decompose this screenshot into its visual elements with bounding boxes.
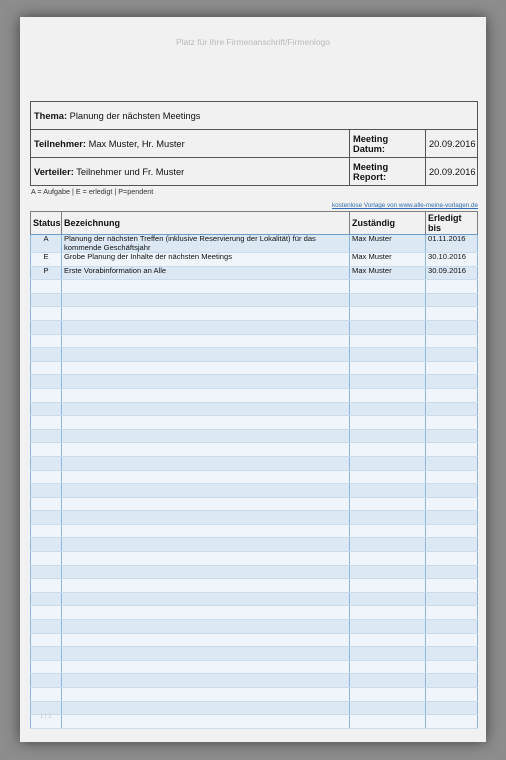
bezeichnung-cell <box>62 470 350 484</box>
erledigt-bis-cell <box>426 592 478 606</box>
zustaendig-cell <box>350 660 426 674</box>
erledigt-bis-cell <box>426 388 478 402</box>
empty-table-row <box>31 402 478 416</box>
erledigt-bis-cell <box>426 307 478 321</box>
empty-table-row <box>31 647 478 661</box>
column-header-status: Status <box>31 212 62 235</box>
erledigt-bis-cell <box>426 497 478 511</box>
status-cell <box>31 497 62 511</box>
zustaendig-cell <box>350 293 426 307</box>
zustaendig-cell: Max Muster <box>350 235 426 253</box>
task-table <box>30 211 478 729</box>
empty-table-row <box>31 443 478 457</box>
empty-table-row <box>31 688 478 702</box>
bezeichnung-cell <box>62 511 350 525</box>
status-cell <box>31 388 62 402</box>
zustaendig-cell <box>350 334 426 348</box>
status-cell <box>31 470 62 484</box>
column-header-bezeichnung: Bezeichnung <box>62 212 350 235</box>
status-cell <box>31 280 62 294</box>
empty-table-row <box>31 606 478 620</box>
empty-table-row <box>31 701 478 715</box>
bezeichnung-cell <box>62 443 350 457</box>
status-cell <box>31 511 62 525</box>
erledigt-bis-cell <box>426 416 478 430</box>
erledigt-bis-cell <box>426 470 478 484</box>
erledigt-bis-cell <box>426 579 478 593</box>
erledigt-bis-cell: 30.10.2016 <box>426 253 478 267</box>
zustaendig-cell <box>350 647 426 661</box>
empty-table-row <box>31 633 478 647</box>
table-row <box>31 266 478 280</box>
bezeichnung-cell <box>62 579 350 593</box>
verteiler-label: Verteiler: <box>34 166 74 177</box>
bezeichnung-cell <box>62 715 350 729</box>
thema-label: Thema: <box>34 110 68 121</box>
empty-table-row <box>31 456 478 470</box>
status-cell <box>31 701 62 715</box>
meeting-header-table <box>30 101 478 186</box>
zustaendig-cell <box>350 579 426 593</box>
status-cell <box>31 320 62 334</box>
status-cell <box>31 334 62 348</box>
bezeichnung-cell <box>62 388 350 402</box>
status-cell <box>31 524 62 538</box>
erledigt-bis-cell <box>426 715 478 729</box>
status-cell <box>31 456 62 470</box>
status-cell <box>31 660 62 674</box>
empty-table-row <box>31 674 478 688</box>
bezeichnung-cell <box>62 348 350 362</box>
teilnehmer-label: Teilnehmer: <box>34 138 87 149</box>
empty-table-row <box>31 552 478 566</box>
status-cell <box>31 552 62 566</box>
document-page <box>20 17 486 742</box>
status-cell <box>31 647 62 661</box>
table-row <box>31 253 478 267</box>
verteiler-cell <box>31 158 350 186</box>
empty-table-row <box>31 620 478 634</box>
empty-table-row <box>31 375 478 389</box>
zustaendig-cell <box>350 416 426 430</box>
erledigt-bis-cell <box>426 552 478 566</box>
meeting-datum-value: 20.09.2016 <box>426 130 478 158</box>
empty-table-row <box>31 307 478 321</box>
empty-table-row <box>31 388 478 402</box>
status-cell: E <box>31 253 62 267</box>
bezeichnung-cell <box>62 334 350 348</box>
verteiler-row <box>31 158 478 186</box>
bezeichnung-cell <box>62 456 350 470</box>
status-cell <box>31 674 62 688</box>
status-cell <box>31 416 62 430</box>
zustaendig-cell <box>350 592 426 606</box>
zustaendig-cell: Max Muster <box>350 266 426 280</box>
erledigt-bis-cell <box>426 348 478 362</box>
bezeichnung-cell: Grobe Planung der Inhalte der nächsten Meetings <box>62 253 350 267</box>
status-cell: P <box>31 266 62 280</box>
zustaendig-cell <box>350 484 426 498</box>
empty-table-row <box>31 538 478 552</box>
bezeichnung-cell <box>62 361 350 375</box>
bezeichnung-cell <box>62 565 350 579</box>
status-legend: A = Aufgabe | E = erledigt | P=pendent <box>31 187 154 196</box>
zustaendig-cell: Max Muster <box>350 253 426 267</box>
company-placeholder: Platz für Ihre Firmenanschrift/Firmenlogo <box>176 37 330 47</box>
erledigt-bis-cell <box>426 565 478 579</box>
bezeichnung-cell <box>62 552 350 566</box>
status-cell <box>31 348 62 362</box>
bezeichnung-cell <box>62 620 350 634</box>
zustaendig-cell <box>350 456 426 470</box>
zustaendig-cell <box>350 429 426 443</box>
erledigt-bis-cell <box>426 334 478 348</box>
erledigt-bis-cell <box>426 402 478 416</box>
empty-table-row <box>31 361 478 375</box>
zustaendig-cell <box>350 538 426 552</box>
erledigt-bis-cell: 30.09.2016 <box>426 266 478 280</box>
erledigt-bis-cell <box>426 443 478 457</box>
column-header-zustaendig: Zuständig <box>350 212 426 235</box>
bezeichnung-cell <box>62 701 350 715</box>
bezeichnung-cell <box>62 484 350 498</box>
erledigt-bis-cell <box>426 660 478 674</box>
bezeichnung-cell: Erste Vorabinformation an Alle <box>62 266 350 280</box>
status-cell <box>31 293 62 307</box>
empty-table-row <box>31 579 478 593</box>
zustaendig-cell <box>350 402 426 416</box>
erledigt-bis-cell <box>426 293 478 307</box>
status-cell <box>31 606 62 620</box>
zustaendig-cell <box>350 348 426 362</box>
status-cell <box>31 633 62 647</box>
erledigt-bis-cell <box>426 647 478 661</box>
zustaendig-cell <box>350 620 426 634</box>
status-cell <box>31 429 62 443</box>
status-cell <box>31 484 62 498</box>
status-cell <box>31 375 62 389</box>
bezeichnung-cell <box>62 674 350 688</box>
status-cell <box>31 443 62 457</box>
table-row <box>31 235 478 253</box>
erledigt-bis-cell <box>426 606 478 620</box>
task-table-body <box>31 235 478 729</box>
zustaendig-cell <box>350 633 426 647</box>
erledigt-bis-cell <box>426 674 478 688</box>
status-cell <box>31 579 62 593</box>
empty-table-row <box>31 511 478 525</box>
zustaendig-cell <box>350 320 426 334</box>
empty-table-row <box>31 429 478 443</box>
empty-table-row <box>31 320 478 334</box>
status-cell <box>31 565 62 579</box>
zustaendig-cell <box>350 443 426 457</box>
empty-table-row <box>31 592 478 606</box>
empty-table-row <box>31 280 478 294</box>
erledigt-bis-cell <box>426 429 478 443</box>
bezeichnung-cell <box>62 688 350 702</box>
empty-table-row <box>31 524 478 538</box>
bezeichnung-cell <box>62 280 350 294</box>
verteiler-value: Teilnehmer und Fr. Muster <box>76 166 185 177</box>
bezeichnung-cell <box>62 660 350 674</box>
zustaendig-cell <box>350 688 426 702</box>
bezeichnung-cell <box>62 429 350 443</box>
empty-table-row <box>31 497 478 511</box>
empty-table-row <box>31 470 478 484</box>
erledigt-bis-cell <box>426 280 478 294</box>
thema-value: Planung der nächsten Meetings <box>69 110 201 121</box>
zustaendig-cell <box>350 715 426 729</box>
zustaendig-cell <box>350 524 426 538</box>
erledigt-bis-cell <box>426 361 478 375</box>
bezeichnung-cell <box>62 402 350 416</box>
empty-table-row <box>31 484 478 498</box>
status-cell <box>31 620 62 634</box>
status-cell <box>31 592 62 606</box>
zustaendig-cell <box>350 701 426 715</box>
teilnehmer-value: Max Muster, Hr. Muster <box>88 138 185 149</box>
task-table-header <box>31 212 478 235</box>
bezeichnung-cell <box>62 647 350 661</box>
empty-table-row <box>31 660 478 674</box>
bezeichnung-cell <box>62 375 350 389</box>
meeting-report-value: 20.09.2016 <box>426 158 478 186</box>
empty-table-row <box>31 293 478 307</box>
zustaendig-cell <box>350 280 426 294</box>
teilnehmer-cell <box>31 130 350 158</box>
erledigt-bis-cell <box>426 511 478 525</box>
status-cell <box>31 538 62 552</box>
bezeichnung-cell <box>62 416 350 430</box>
column-header-erledigt-bis: Erledigt bis <box>426 212 478 235</box>
bezeichnung-cell <box>62 524 350 538</box>
erledigt-bis-cell <box>426 633 478 647</box>
bezeichnung-cell <box>62 307 350 321</box>
zustaendig-cell <box>350 497 426 511</box>
empty-table-row <box>31 565 478 579</box>
meeting-datum-label: Meeting Datum: <box>350 130 426 158</box>
meeting-report-label: Meeting Report: <box>350 158 426 186</box>
empty-table-row <box>31 334 478 348</box>
erledigt-bis-cell <box>426 524 478 538</box>
page-number: 1 | 1 <box>40 714 52 720</box>
erledigt-bis-cell <box>426 320 478 334</box>
status-cell <box>31 307 62 321</box>
zustaendig-cell <box>350 565 426 579</box>
empty-table-row <box>31 416 478 430</box>
erledigt-bis-cell <box>426 620 478 634</box>
teilnehmer-row <box>31 130 478 158</box>
zustaendig-cell <box>350 552 426 566</box>
empty-table-row <box>31 348 478 362</box>
zustaendig-cell <box>350 470 426 484</box>
empty-table-row <box>31 715 478 729</box>
zustaendig-cell <box>350 674 426 688</box>
bezeichnung-cell <box>62 320 350 334</box>
erledigt-bis-cell <box>426 538 478 552</box>
erledigt-bis-cell <box>426 688 478 702</box>
zustaendig-cell <box>350 388 426 402</box>
status-cell <box>31 402 62 416</box>
bezeichnung-cell <box>62 592 350 606</box>
bezeichnung-cell <box>62 497 350 511</box>
source-link[interactable]: kostenlose Vorlage von www.alle-meine-vorlagen.de <box>332 202 478 209</box>
status-cell <box>31 688 62 702</box>
zustaendig-cell <box>350 375 426 389</box>
erledigt-bis-cell: 01.11.2016 <box>426 235 478 253</box>
erledigt-bis-cell <box>426 456 478 470</box>
zustaendig-cell <box>350 511 426 525</box>
erledigt-bis-cell <box>426 484 478 498</box>
zustaendig-cell <box>350 361 426 375</box>
bezeichnung-cell <box>62 293 350 307</box>
bezeichnung-cell <box>62 633 350 647</box>
zustaendig-cell <box>350 307 426 321</box>
bezeichnung-cell <box>62 538 350 552</box>
status-cell: A <box>31 235 62 253</box>
zustaendig-cell <box>350 606 426 620</box>
erledigt-bis-cell <box>426 375 478 389</box>
thema-row <box>31 102 478 130</box>
bezeichnung-cell <box>62 606 350 620</box>
status-cell <box>31 361 62 375</box>
bezeichnung-cell: Planung der nächsten Treffen (inklusive Reservierung der Lokalität) für das kommende Geschäftsjahr <box>62 235 350 253</box>
thema-cell <box>31 102 478 130</box>
erledigt-bis-cell <box>426 701 478 715</box>
